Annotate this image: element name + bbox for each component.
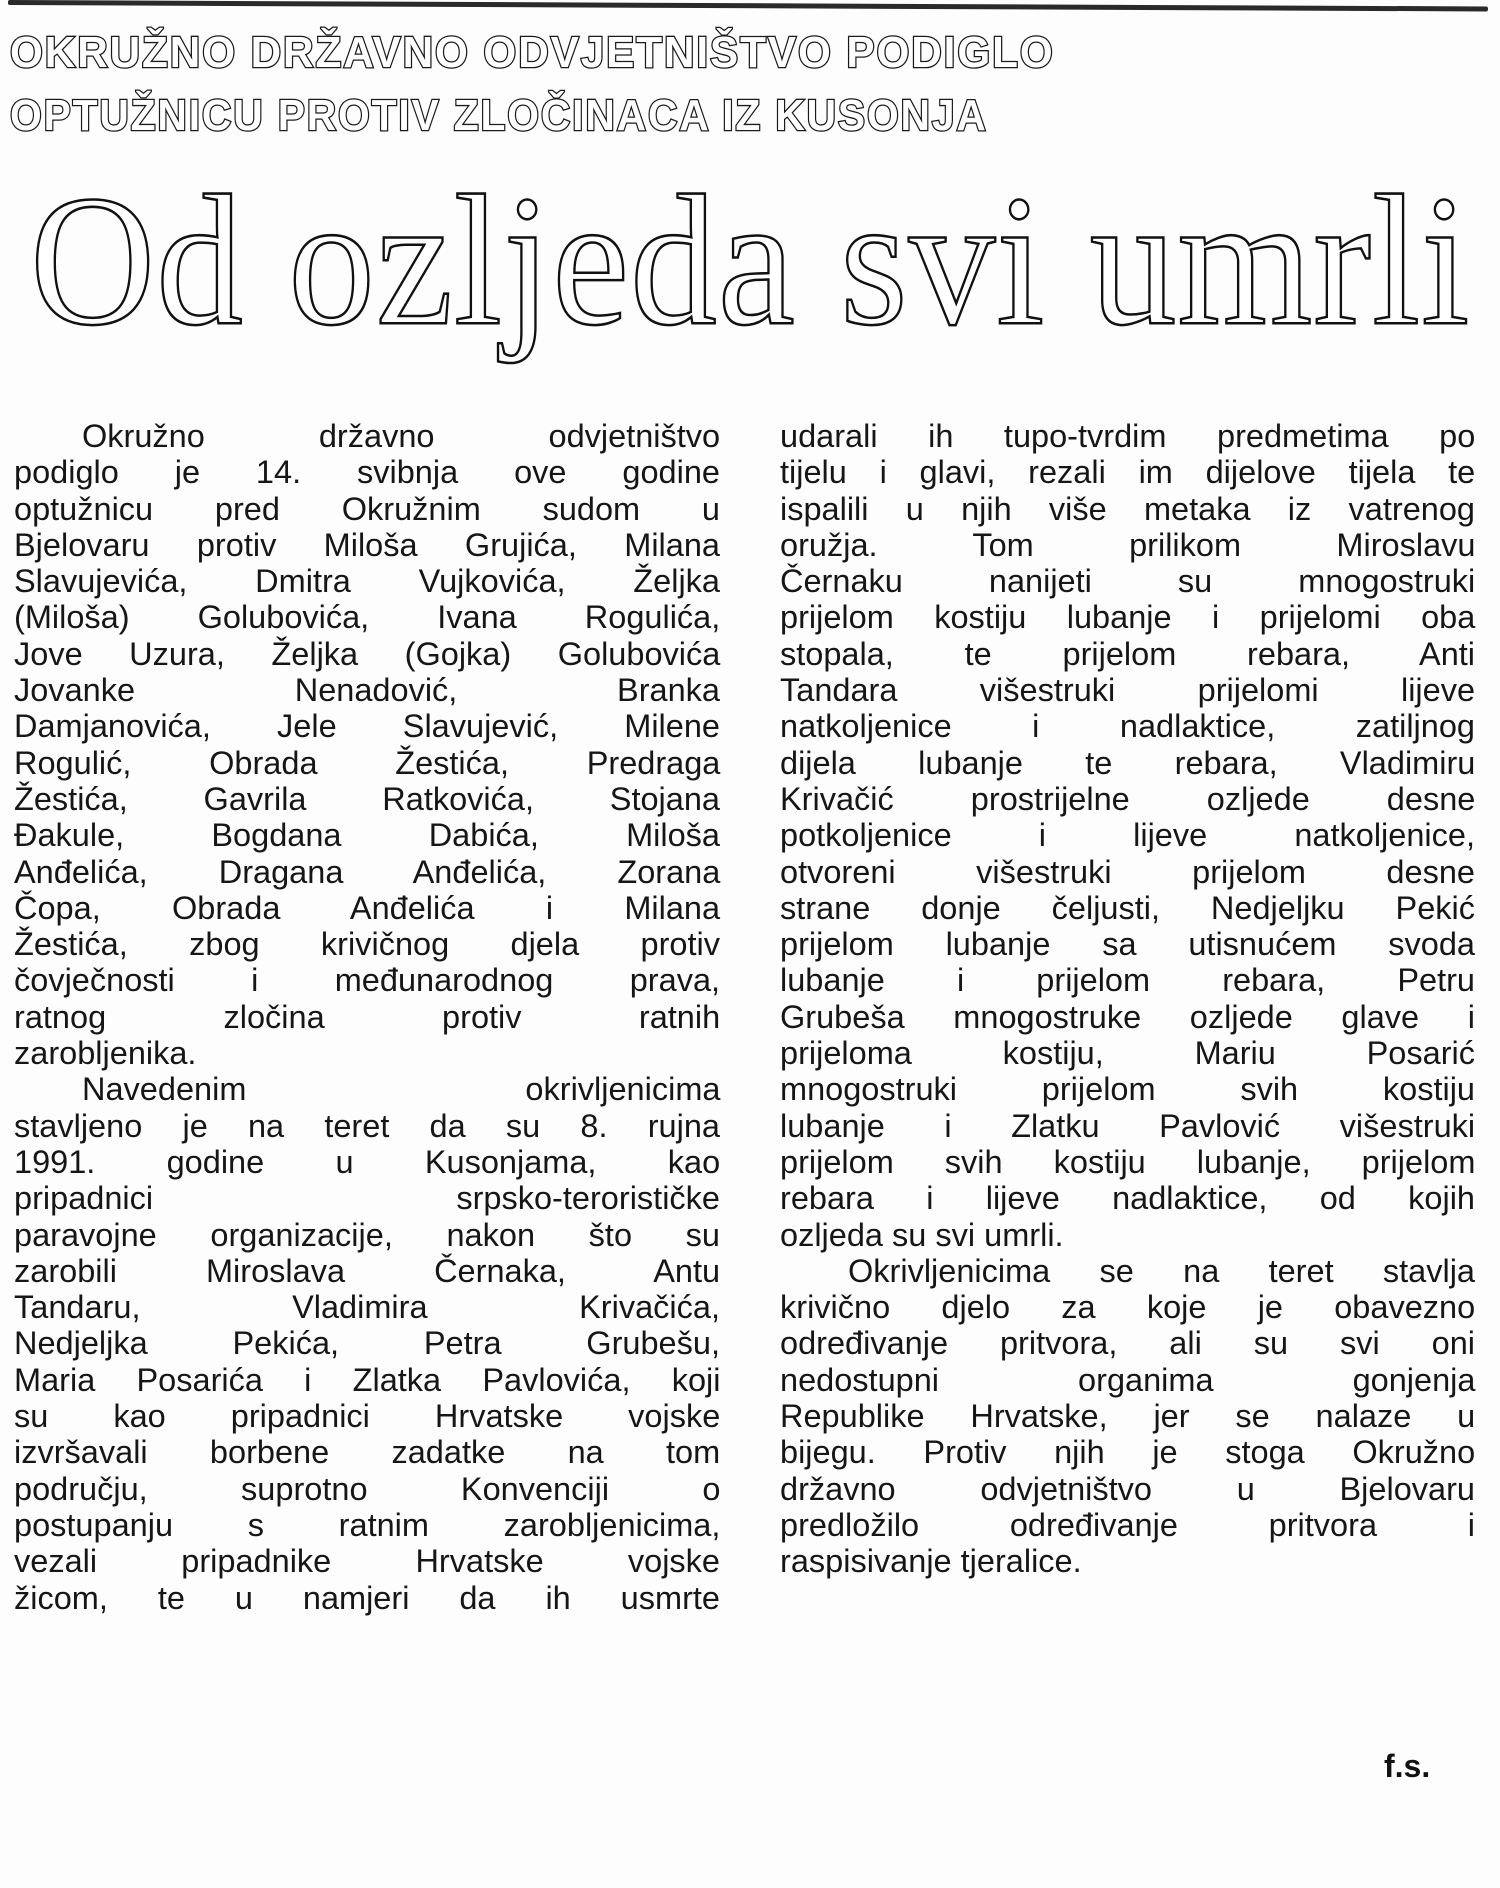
text-line: Grubeša mnogostruke ozljede glave i — [780, 998, 1475, 1035]
text-line: lubanje i prijelom rebara, Petru — [780, 962, 1475, 999]
article-column-left — [14, 418, 720, 1616]
text-line: Jovanke Nenadović, Branka — [14, 672, 720, 709]
text-line: strane donje čeljusti, Nedjeljku Pekić — [780, 889, 1475, 926]
text-line: Rogulić, Obrada Žestića, Predraga — [14, 744, 721, 781]
text-line: Nedjeljka Pekića, Petra Grubešu, — [14, 1325, 720, 1362]
text-line: Đakule, Bogdana Dabića, Miloša — [14, 817, 720, 854]
text-line: određivanje pritvora, ali su svi oni — [780, 1325, 1475, 1362]
text-line: Damjanovića, Jele Slavujević, Milene — [14, 708, 720, 745]
text-line: podiglo je 14. svibnja ove godine — [14, 454, 720, 491]
text-line: Čopa, Obrada Anđelića i Milana — [14, 889, 721, 926]
text-line: (Miloša) Golubovića, Ivana Rogulića, — [14, 599, 721, 636]
text-line: Tandaru, Vladimira Krivačića, — [14, 1289, 720, 1326]
text-line: čovječnosti i međunarodnog prava, — [14, 962, 721, 999]
text-line: Slavujevića, Dmitra Vujkovića, Željka — [14, 563, 720, 600]
text-line: postupanju s ratnim zarobljenicima, — [14, 1506, 721, 1543]
text-line: otvoreni višestruki prijelom desne — [780, 853, 1475, 890]
text-line: vezali pripadnike Hrvatske vojske — [14, 1543, 720, 1580]
text-line: Bjelovaru protiv Miloša Grujića, Milana — [14, 526, 720, 563]
text-line: Tandara višestruki prijelomi lijeve — [780, 672, 1476, 709]
text-line: Maria Posarića i Zlatka Pavlovića, koji — [14, 1361, 721, 1398]
text-line: ozljeda su svi umrli. — [780, 1216, 1064, 1253]
text-line: ispalili u njih više metaka iz vatrenog — [780, 490, 1475, 527]
text-line: Jove Uzura, Željka (Gojka) Golubovića — [14, 635, 721, 672]
text-line: prijeloma kostiju, Mariu Posarić — [780, 1035, 1475, 1072]
text-line: mnogostruki prijelom svih kostiju — [780, 1071, 1475, 1108]
text-line: predložilo određivanje pritvora i — [780, 1506, 1475, 1543]
text-line: natkoljenice i nadlaktice, zatiljnog — [780, 708, 1475, 745]
text-line: Černaku nanijeti su mnogostruki — [780, 563, 1476, 600]
text-line: su kao pripadnici Hrvatske vojske — [14, 1398, 721, 1435]
article-column-right — [780, 418, 1475, 1580]
text-line: prijelom kostiju lubanje i prijelomi oba — [780, 599, 1476, 636]
text-line: Krivačić prostrijelne ozljede desne — [780, 780, 1476, 817]
text-line: prijelom svih kostiju lubanje, prijelom — [780, 1143, 1476, 1180]
text-line: Anđelića, Dragana Anđelića, Zorana — [14, 853, 721, 890]
text-line: Okružno državno odvjetništvo — [82, 418, 721, 454]
text-line: nedostupni organima gonjenja — [780, 1361, 1476, 1398]
author-signature: f.s. — [1384, 1748, 1431, 1784]
text-line: izvršavali borbene zadatke na tom — [14, 1434, 721, 1471]
text-line: lubanje i Zlatku Pavlović višestruki — [780, 1107, 1476, 1144]
text-line: oružja. Tom prilikom Miroslavu — [780, 526, 1476, 563]
text-line: udarali ih tupo-tvrdim predmetima po — [780, 418, 1476, 454]
text-line: državno odvjetništvo u Bjelovaru — [780, 1470, 1475, 1507]
text-line: raspisivanje tjeralice. — [780, 1543, 1082, 1580]
text-line: bijegu. Protiv njih je stoga Okružno — [780, 1434, 1476, 1471]
text-line: stopala, te prijelom rebara, Anti — [780, 635, 1476, 672]
text-line: krivično djelo za koje je obavezno — [780, 1289, 1476, 1326]
top-border-rule — [8, 0, 1488, 11]
text-line: optužnicu pred Okružnim sudom u — [14, 490, 720, 527]
text-line: zarobljenika. — [14, 1035, 197, 1072]
text-line: 1991. godine u Kusonjama, kao — [14, 1143, 721, 1180]
text-line: potkoljenice i lijeve natkoljenice, — [780, 817, 1475, 854]
text-line: zarobili Miroslava Černaka, Antu — [14, 1252, 721, 1289]
text-line: području, suprotno Konvenciji o — [14, 1470, 721, 1507]
text-line: Žestića, zbog krivičnog djela protiv — [14, 926, 720, 963]
text-line: Republike Hrvatske, jer se nalaze u — [780, 1398, 1476, 1435]
text-line: prijelom lubanje sa utisnućem svoda — [780, 926, 1475, 963]
text-line: ratnog zločina protiv ratnih — [14, 998, 721, 1035]
text-line: stavljeno je na teret da su 8. rujna — [14, 1107, 720, 1144]
text-line: Okrivljenicima se na teret stavlja — [848, 1252, 1475, 1289]
text-line: paravojne organizacije, nakon što su — [14, 1216, 720, 1253]
text-line: Navedenim okrivljenicima — [82, 1071, 721, 1108]
kicker-line-2: OPTUŽNICU PROTIV ZLOČINACA IZ KUSONJA — [10, 91, 988, 140]
text-line: pripadnici srpsko-terorističke — [14, 1180, 720, 1217]
text-line: žicom, te u namjeri da ih usmrte — [14, 1579, 720, 1616]
headline: Od ozljeda svi umrli — [30, 156, 1471, 365]
text-line: Žestića, Gavrila Ratkovića, Stojana — [14, 780, 720, 817]
kicker-line-1: OKRUŽNO DRŽAVNO ODVJETNIŠTVO PODIGLO — [10, 28, 1055, 77]
text-line: rebara i lijeve nadlaktice, od kojih — [780, 1180, 1475, 1217]
text-line: dijela lubanje te rebara, Vladimiru — [780, 744, 1476, 781]
text-line: tijelu i glavi, rezali im dijelove tijela te — [780, 454, 1476, 491]
